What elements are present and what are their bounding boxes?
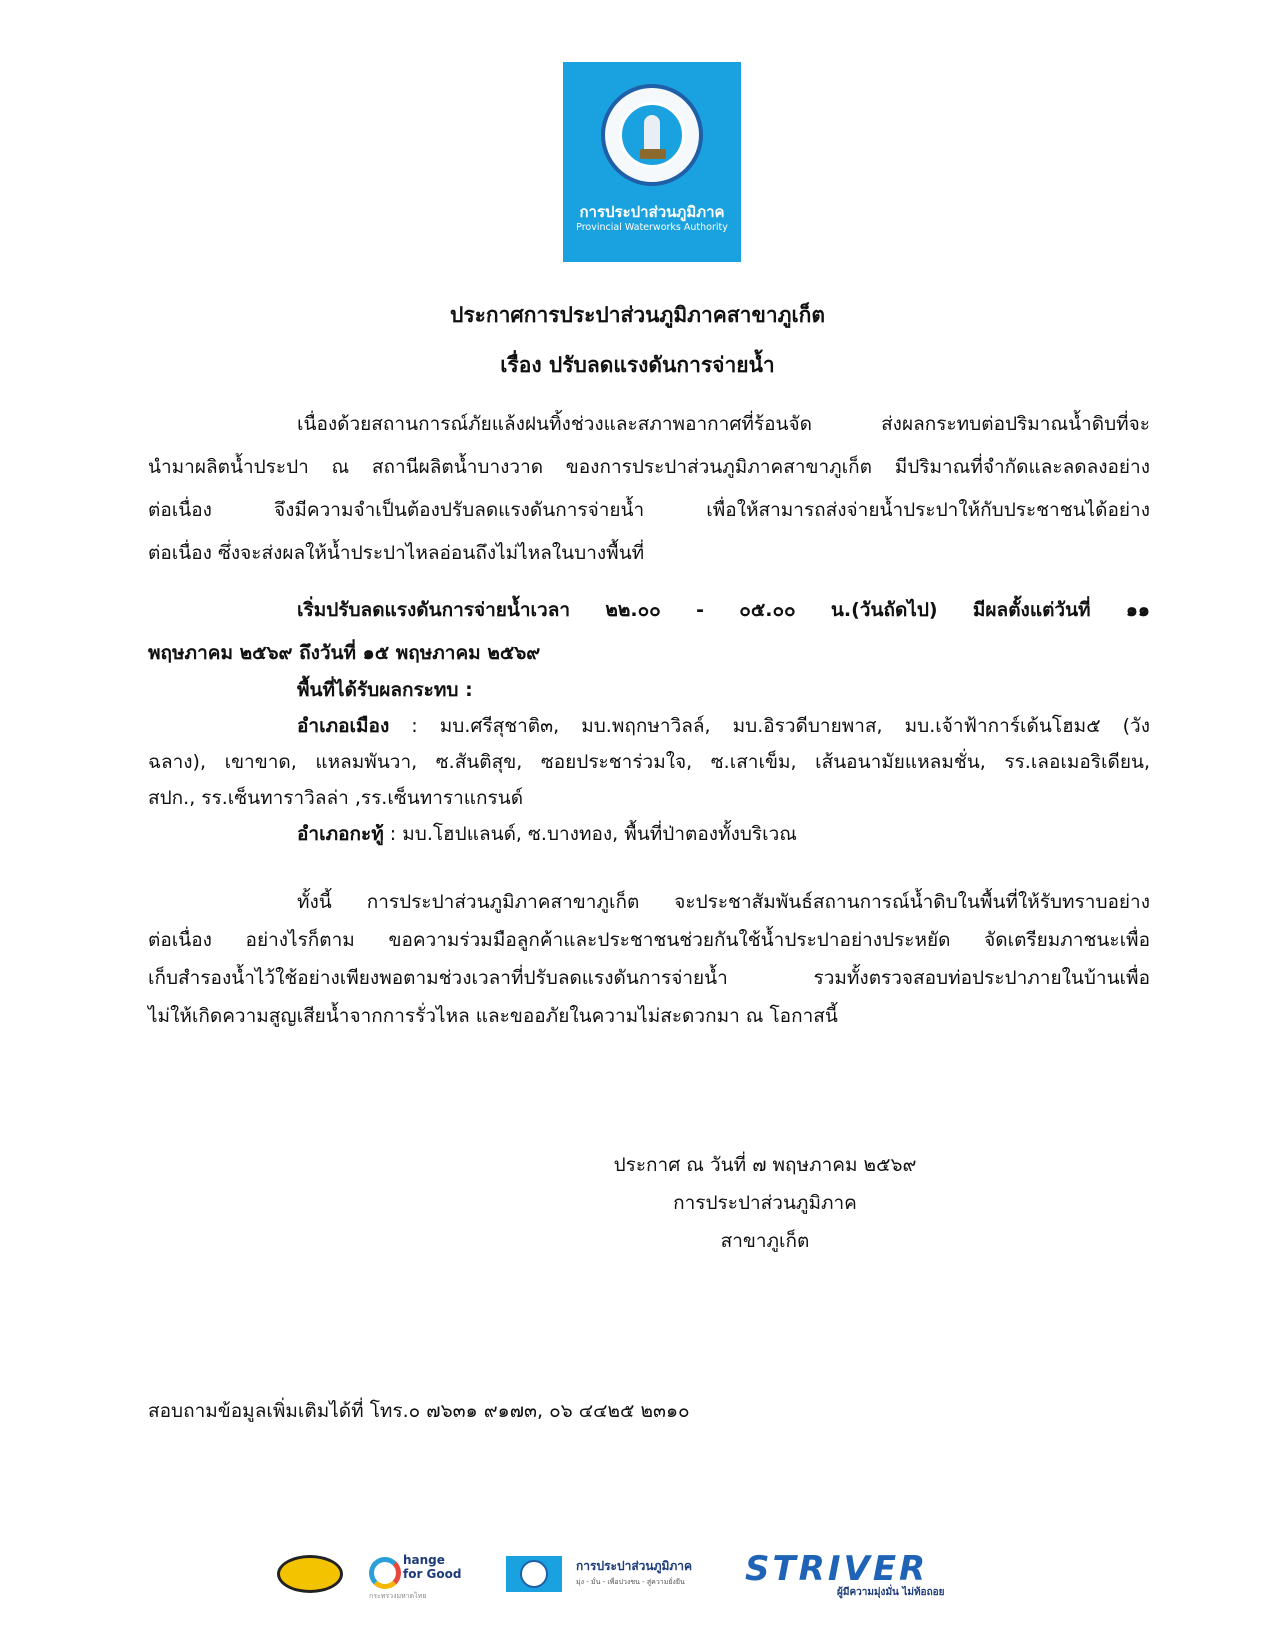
paragraph-schedule: [148, 589, 1150, 675]
paragraph-cooperation: [148, 883, 1150, 1035]
text-line: พฤษภาคม ๒๕๖๙ ถึงวันที่ ๑๕ พฤษภาคม ๒๕๖๙: [148, 642, 541, 664]
pwa-seal-icon: [601, 84, 703, 186]
striver-logo: [745, 1549, 1005, 1598]
announcement-subject: เรื่อง ปรับลดแรงดันการจ่ายน้ำ: [500, 353, 775, 377]
announcement-title: ประกาศการประปาส่วนภูมิภาคสาขาภูเก็ต: [450, 303, 825, 327]
issuer-branch: สาขาภูเก็ต: [720, 1230, 810, 1252]
affected-areas: [148, 672, 1150, 852]
striver-tagline: ผู้มีความมุ่งมั่น ไม่ท้อถอย: [837, 1587, 945, 1598]
logo-name-en: Provincial Waterworks Authority: [576, 222, 728, 233]
change-for-good-text: hange for Good: [403, 1553, 462, 1581]
text-line: ฉลาง), เขาขาด, แหลมพันวา, ซ.สันติสุข, ซอยประชาร่วมใจ, ซ.เสาเข็ม, เส้นอนามัยแหลมชั่น, รร.เลอเมอริเดียน,: [148, 751, 1150, 773]
district-kathu: [148, 816, 1150, 852]
change-for-good-logo: [369, 1553, 499, 1600]
pwa-wordmark-motto: มุ่ง - มั่น - เพื่อปวงชน - สู่ความยั่งยืน: [576, 1578, 685, 1586]
text-line: ต่อเนื่อง ซึ่งจะส่งผลให้น้ำประปาไหลอ่อนถึงไม่ไหลในบางพื้นที่: [148, 542, 645, 564]
text-line: นำมาผลิตน้ำประปา ณ สถานีผลิตน้ำบางวาด ของการประปาส่วนภูมิภาคสาขาภูเก็ต มีปริมาณที่จำกัดและลดลงอย่าง: [148, 456, 1150, 478]
district-areas: : มบ.โฮปแลนด์, ซ.บางทอง, พื้นที่ป่าตองทั้งบริเวณ: [383, 823, 797, 845]
pwa-wordmark-name: การประปาส่วนภูมิภาค: [576, 1559, 693, 1573]
logo-name-th: การประปาส่วนภูมิภาค: [579, 203, 725, 221]
issuer-org: การประปาส่วนภูมิภาค: [673, 1192, 857, 1214]
district-mueang: [148, 708, 1150, 744]
affected-heading: พื้นที่ได้รับผลกระทบ :: [297, 679, 473, 701]
district-label: อำเภอเมือง: [297, 715, 390, 737]
pwa-logo: [563, 62, 741, 262]
text-line: ต่อเนื่อง อย่างไรก็ตาม ขอความร่วมมือลูกค้าและประชาชนช่วยกันใช้น้ำประปาอย่างประหยัด จัดเตรียมภาชนะเพื่อ: [148, 929, 1150, 951]
ministry-logo-icon: [277, 1555, 343, 1593]
change-ring-icon: [369, 1557, 401, 1589]
text-line: เริ่มปรับลดแรงดันการจ่ายน้ำเวลา ๒๒.๐๐ - ๐๕.๐๐ น.(วันถัดไป) มีผลตั้งแต่วันที่ ๑๑: [297, 599, 1150, 621]
paragraph-situation: [148, 403, 1150, 575]
text-line: เก็บสำรองน้ำไว้ใช้อย่างเพียงพอตามช่วงเวลาที่ปรับลดแรงดันการจ่ายน้ำ รวมทั้งตรวจสอบท่อประปาภายในบ้านเพื่อ: [148, 967, 1150, 989]
change-for-good-sub: กระทรวงมหาดไทย: [369, 1592, 427, 1600]
announcement-date: ประกาศ ณ วันที่ ๗ พฤษภาคม ๒๕๖๙: [613, 1154, 917, 1176]
text-line: ทั้งนี้ การประปาส่วนภูมิภาคสาขาภูเก็ต จะประชาสัมพันธ์สถานการณ์น้ำดิบในพื้นที่ให้รับทราบอย่าง: [297, 891, 1150, 913]
district-areas: : มบ.ศรีสุชาติ๓, มบ.พฤกษาวิลล์, มบ.อิรวดีบายพาส, มบ.เจ้าฟ้าการ์เด้นโฮม๕ (วัง: [389, 715, 1150, 737]
contact-info: สอบถามข้อมูลเพิ่มเติมได้ที่ โทร.๐ ๗๖๓๑ ๙๑๗๓, ๐๖ ๔๔๒๕ ๒๓๑๐: [148, 1400, 690, 1422]
pwa-small-logo-icon: [506, 1556, 562, 1592]
text-line: สปก., รร.เซ็นทาราวิลล่า ,รร.เซ็นทาราแกรนด์: [148, 787, 524, 809]
striver-wordmark: STRIVER: [745, 1549, 929, 1589]
pwa-wordmark: [576, 1553, 726, 1597]
district-label: อำเภอกะทู้: [297, 823, 384, 845]
text-line: ต่อเนื่อง จึงมีความจำเป็นต้องปรับลดแรงดันการจ่ายน้ำ เพื่อให้สามารถส่งจ่ายน้ำประปาให้กับประชาชนได้อย่าง: [148, 499, 1150, 521]
text-line: เนื่องด้วยสถานการณ์ภัยแล้งฝนทิ้งช่วงและสภาพอากาศที่ร้อนจัด ส่งผลกระทบต่อปริมาณน้ำดิบที่จะ: [297, 413, 1150, 435]
text-line: ไม่ให้เกิดความสูญเสียน้ำจากการรั่วไหล และขออภัยในความไม่สะดวกมา ณ โอกาสนี้: [148, 1005, 838, 1027]
